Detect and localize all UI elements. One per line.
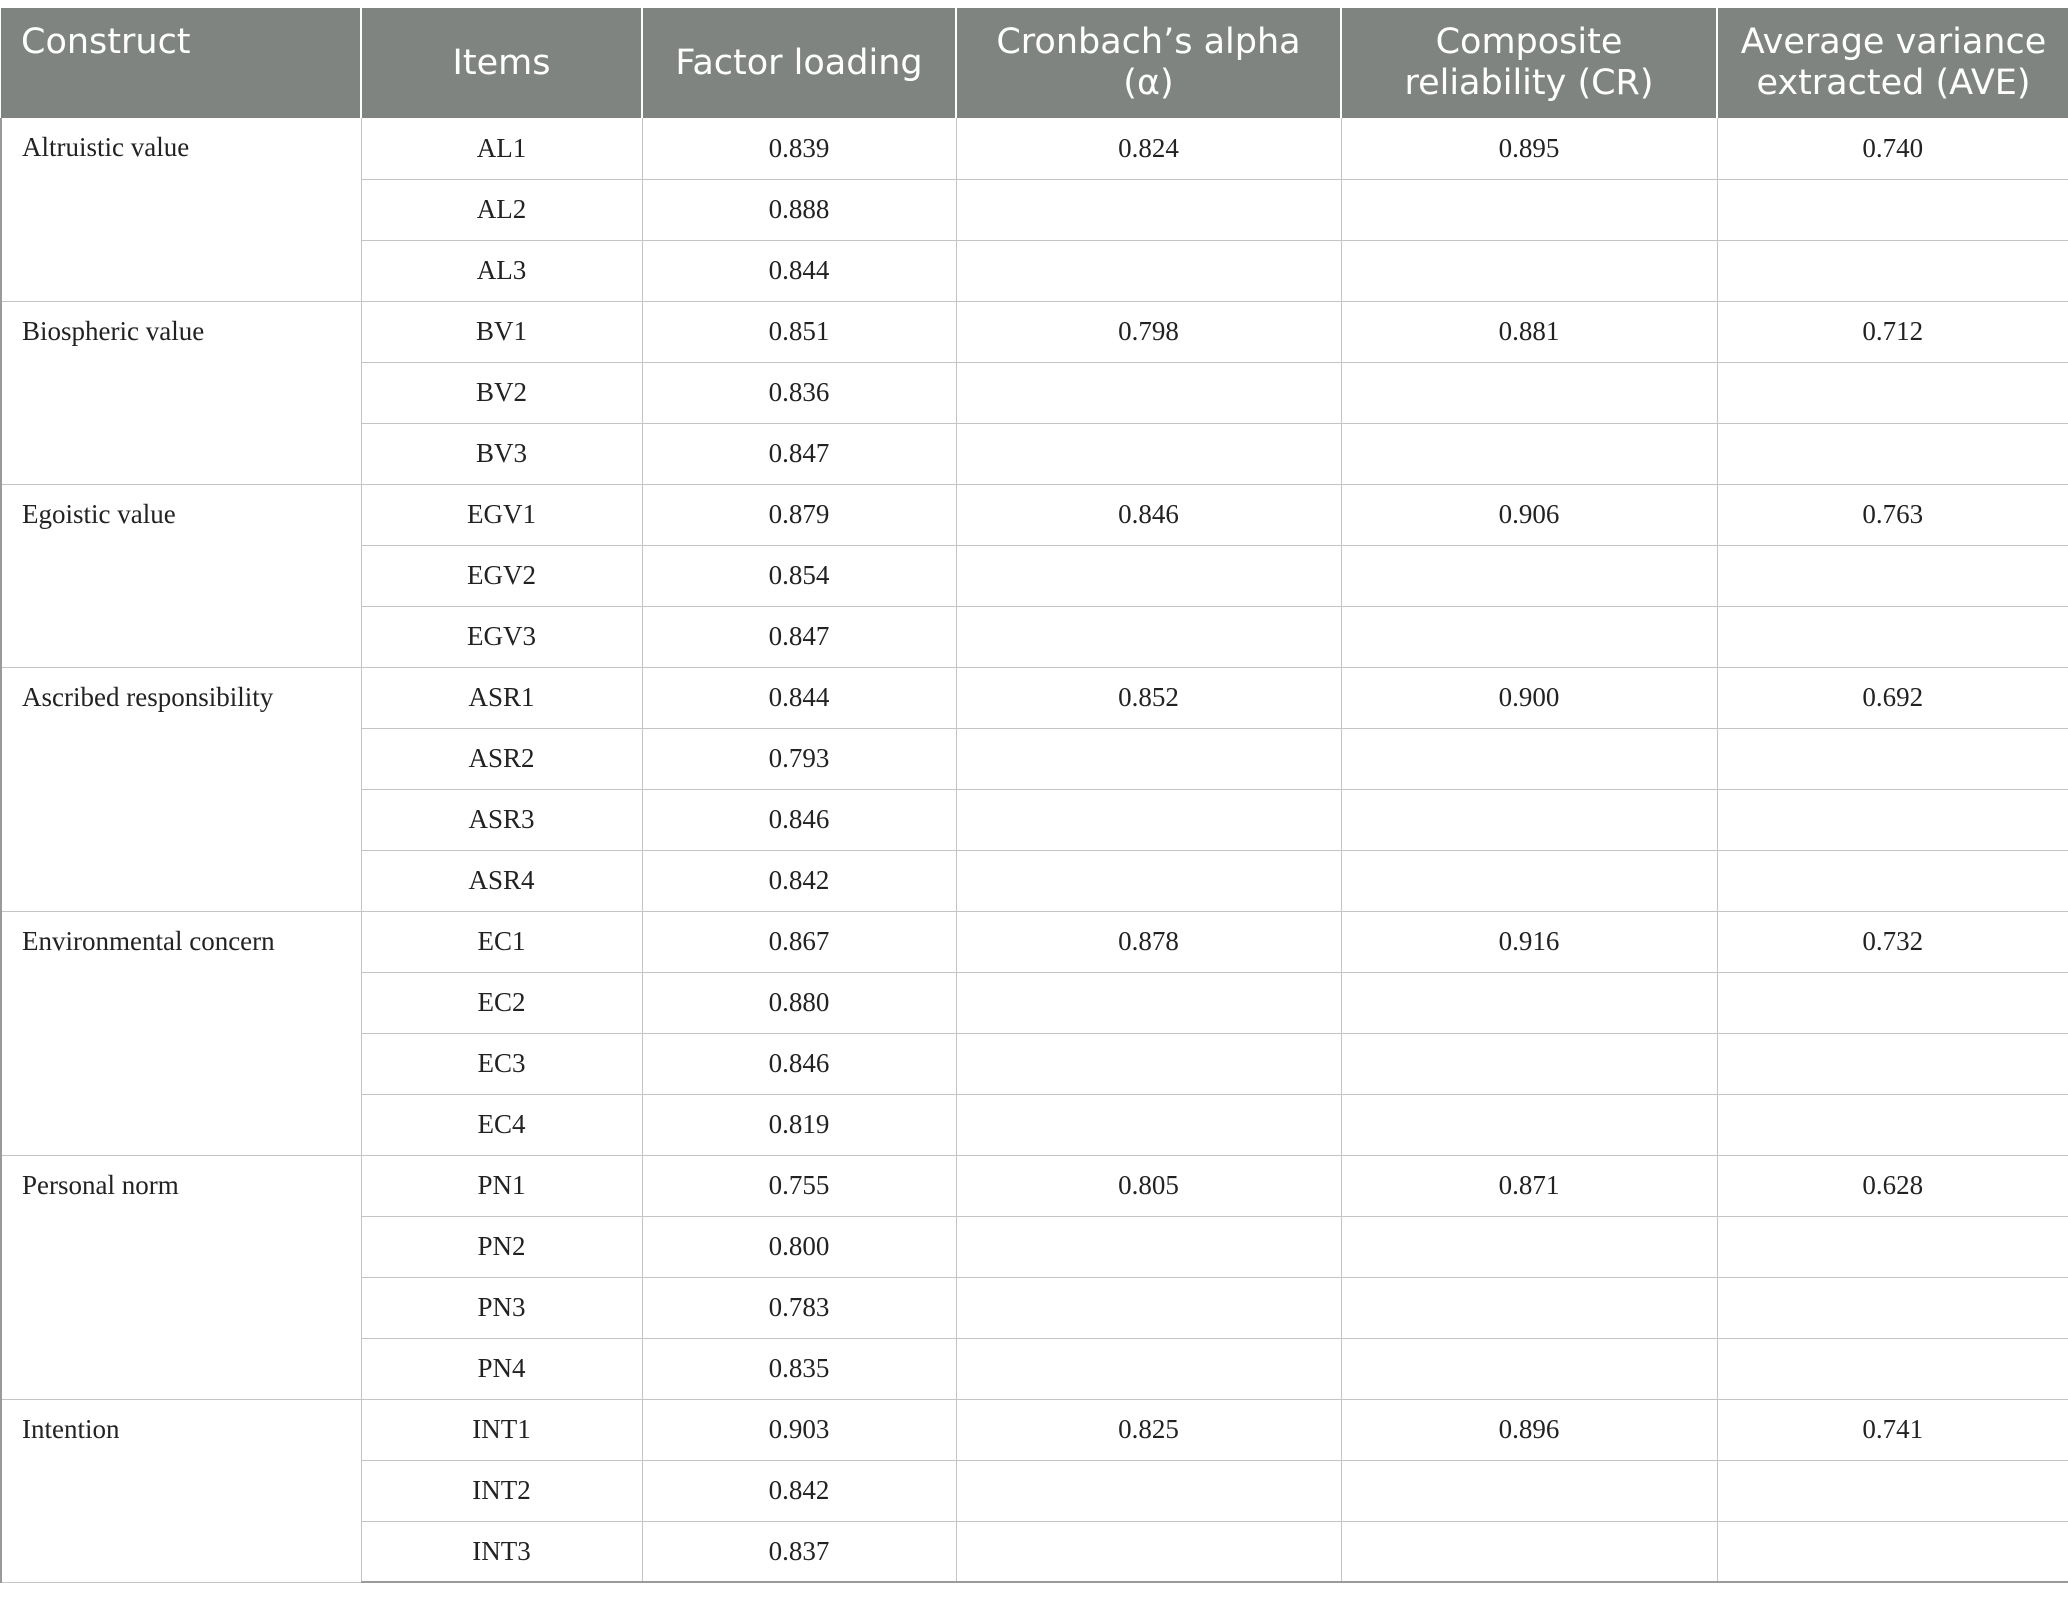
factor-loading-cell: 0.793 [642,728,956,789]
cronbach-alpha-cell [956,728,1341,789]
cronbach-alpha-cell [956,1338,1341,1399]
ave-cell [1717,545,2068,606]
composite-reliability-cell [1341,1277,1717,1338]
composite-reliability-cell [1341,545,1717,606]
cronbach-alpha-cell: 0.824 [956,118,1341,179]
table-row [1,484,2068,545]
construct-cell: Environmental concern [1,911,361,1155]
reliability-validity-table [0,8,2068,1583]
cronbach-alpha-cell: 0.805 [956,1155,1341,1216]
composite-reliability-cell [1341,1338,1717,1399]
factor-loading-cell: 0.819 [642,1094,956,1155]
item-cell: PN3 [361,1277,642,1338]
item-cell: INT2 [361,1460,642,1521]
factor-loading-cell: 0.879 [642,484,956,545]
composite-reliability-cell: 0.916 [1341,911,1717,972]
item-cell: INT1 [361,1399,642,1460]
ave-cell [1717,728,2068,789]
ave-cell [1717,606,2068,667]
composite-reliability-cell [1341,1521,1717,1582]
table-row [1,301,2068,362]
table-body [1,118,2068,1582]
item-cell: EGV2 [361,545,642,606]
ave-cell [1717,1277,2068,1338]
factor-loading-cell: 0.847 [642,423,956,484]
factor-loading-cell: 0.847 [642,606,956,667]
item-cell: EC3 [361,1033,642,1094]
cronbach-alpha-cell: 0.852 [956,667,1341,728]
factor-loading-cell: 0.837 [642,1521,956,1582]
factor-loading-cell: 0.842 [642,1460,956,1521]
item-cell: EGV3 [361,606,642,667]
composite-reliability-cell [1341,1460,1717,1521]
cronbach-alpha-cell [956,606,1341,667]
factor-loading-cell: 0.836 [642,362,956,423]
factor-loading-cell: 0.854 [642,545,956,606]
construct-cell: Ascribed responsibility [1,667,361,911]
composite-reliability-cell: 0.881 [1341,301,1717,362]
table-row [1,1399,2068,1460]
item-cell: EC4 [361,1094,642,1155]
factor-loading-cell: 0.839 [642,118,956,179]
factor-loading-cell: 0.846 [642,789,956,850]
factor-loading-cell: 0.888 [642,179,956,240]
composite-reliability-cell [1341,423,1717,484]
cronbach-alpha-cell [956,1460,1341,1521]
ave-cell: 0.740 [1717,118,2068,179]
item-cell: EC1 [361,911,642,972]
item-cell: EGV1 [361,484,642,545]
factor-loading-cell: 0.846 [642,1033,956,1094]
item-cell: AL2 [361,179,642,240]
factor-loading-cell: 0.835 [642,1338,956,1399]
header-row [1,8,2068,118]
ave-cell: 0.712 [1717,301,2068,362]
cronbach-alpha-cell [956,850,1341,911]
table-row [1,667,2068,728]
item-cell: AL3 [361,240,642,301]
composite-reliability-cell [1341,1094,1717,1155]
factor-loading-cell: 0.800 [642,1216,956,1277]
table-row [1,1155,2068,1216]
ave-cell [1717,423,2068,484]
item-cell: BV1 [361,301,642,362]
composite-reliability-cell [1341,972,1717,1033]
header-alpha-line1: Cronbach’s alpha [996,22,1301,62]
construct-cell: Egoistic value [1,484,361,667]
item-cell: PN1 [361,1155,642,1216]
item-cell: ASR3 [361,789,642,850]
header-ave-line2: extracted (AVE) [1756,63,2031,103]
header-ave-line1: Average variance [1740,22,2047,62]
construct-cell: Intention [1,1399,361,1582]
cronbach-alpha-cell [956,545,1341,606]
ave-cell: 0.692 [1717,667,2068,728]
cronbach-alpha-cell [956,1033,1341,1094]
ave-cell [1717,1338,2068,1399]
ave-cell: 0.628 [1717,1155,2068,1216]
cronbach-alpha-cell [956,179,1341,240]
header-cr-line1: Composite [1435,22,1623,62]
header-cronbach-alpha [956,8,1341,118]
cronbach-alpha-cell [956,1094,1341,1155]
item-cell: ASR1 [361,667,642,728]
ave-cell [1717,850,2068,911]
factor-loading-cell: 0.783 [642,1277,956,1338]
item-cell: BV2 [361,362,642,423]
factor-loading-cell: 0.844 [642,240,956,301]
ave-cell [1717,1216,2068,1277]
ave-cell: 0.741 [1717,1399,2068,1460]
item-cell: ASR2 [361,728,642,789]
item-cell: INT3 [361,1521,642,1582]
cronbach-alpha-cell: 0.798 [956,301,1341,362]
table-header [1,8,2068,118]
cronbach-alpha-cell [956,789,1341,850]
composite-reliability-cell: 0.895 [1341,118,1717,179]
factor-loading-cell: 0.867 [642,911,956,972]
composite-reliability-cell: 0.906 [1341,484,1717,545]
factor-loading-cell: 0.880 [642,972,956,1033]
composite-reliability-cell [1341,179,1717,240]
ave-cell: 0.763 [1717,484,2068,545]
construct-cell: Personal norm [1,1155,361,1399]
composite-reliability-cell: 0.896 [1341,1399,1717,1460]
ave-cell [1717,789,2068,850]
item-cell: BV3 [361,423,642,484]
header-items: Items [361,8,642,118]
ave-cell [1717,1460,2068,1521]
construct-cell: Altruistic value [1,118,361,301]
header-construct: Construct [1,8,361,118]
header-composite-reliability [1341,8,1717,118]
factor-loading-cell: 0.842 [642,850,956,911]
ave-cell: 0.732 [1717,911,2068,972]
cronbach-alpha-cell [956,240,1341,301]
composite-reliability-cell [1341,728,1717,789]
table-row [1,118,2068,179]
item-cell: PN2 [361,1216,642,1277]
cronbach-alpha-cell [956,972,1341,1033]
cronbach-alpha-cell: 0.878 [956,911,1341,972]
cronbach-alpha-cell [956,362,1341,423]
composite-reliability-cell [1341,362,1717,423]
composite-reliability-cell [1341,606,1717,667]
ave-cell [1717,362,2068,423]
table-row [1,911,2068,972]
ave-cell [1717,1521,2068,1582]
cronbach-alpha-cell [956,1277,1341,1338]
composite-reliability-cell: 0.871 [1341,1155,1717,1216]
factor-loading-cell: 0.851 [642,301,956,362]
item-cell: ASR4 [361,850,642,911]
ave-cell [1717,179,2068,240]
composite-reliability-cell [1341,1216,1717,1277]
ave-cell [1717,972,2068,1033]
factor-loading-cell: 0.755 [642,1155,956,1216]
header-cr-line2: reliability (CR) [1404,63,1654,103]
composite-reliability-cell [1341,240,1717,301]
header-alpha-line2: (α) [1123,63,1174,103]
item-cell: AL1 [361,118,642,179]
construct-cell: Biospheric value [1,301,361,484]
composite-reliability-cell [1341,789,1717,850]
cronbach-alpha-cell: 0.846 [956,484,1341,545]
header-ave [1717,8,2068,118]
ave-cell [1717,1094,2068,1155]
cronbach-alpha-cell [956,423,1341,484]
factor-loading-cell: 0.844 [642,667,956,728]
ave-cell [1717,1033,2068,1094]
header-factor-loading: Factor loading [642,8,956,118]
composite-reliability-cell [1341,850,1717,911]
ave-cell [1717,240,2068,301]
composite-reliability-cell: 0.900 [1341,667,1717,728]
composite-reliability-cell [1341,1033,1717,1094]
item-cell: PN4 [361,1338,642,1399]
item-cell: EC2 [361,972,642,1033]
cronbach-alpha-cell: 0.825 [956,1399,1341,1460]
cronbach-alpha-cell [956,1521,1341,1582]
factor-loading-cell: 0.903 [642,1399,956,1460]
cronbach-alpha-cell [956,1216,1341,1277]
